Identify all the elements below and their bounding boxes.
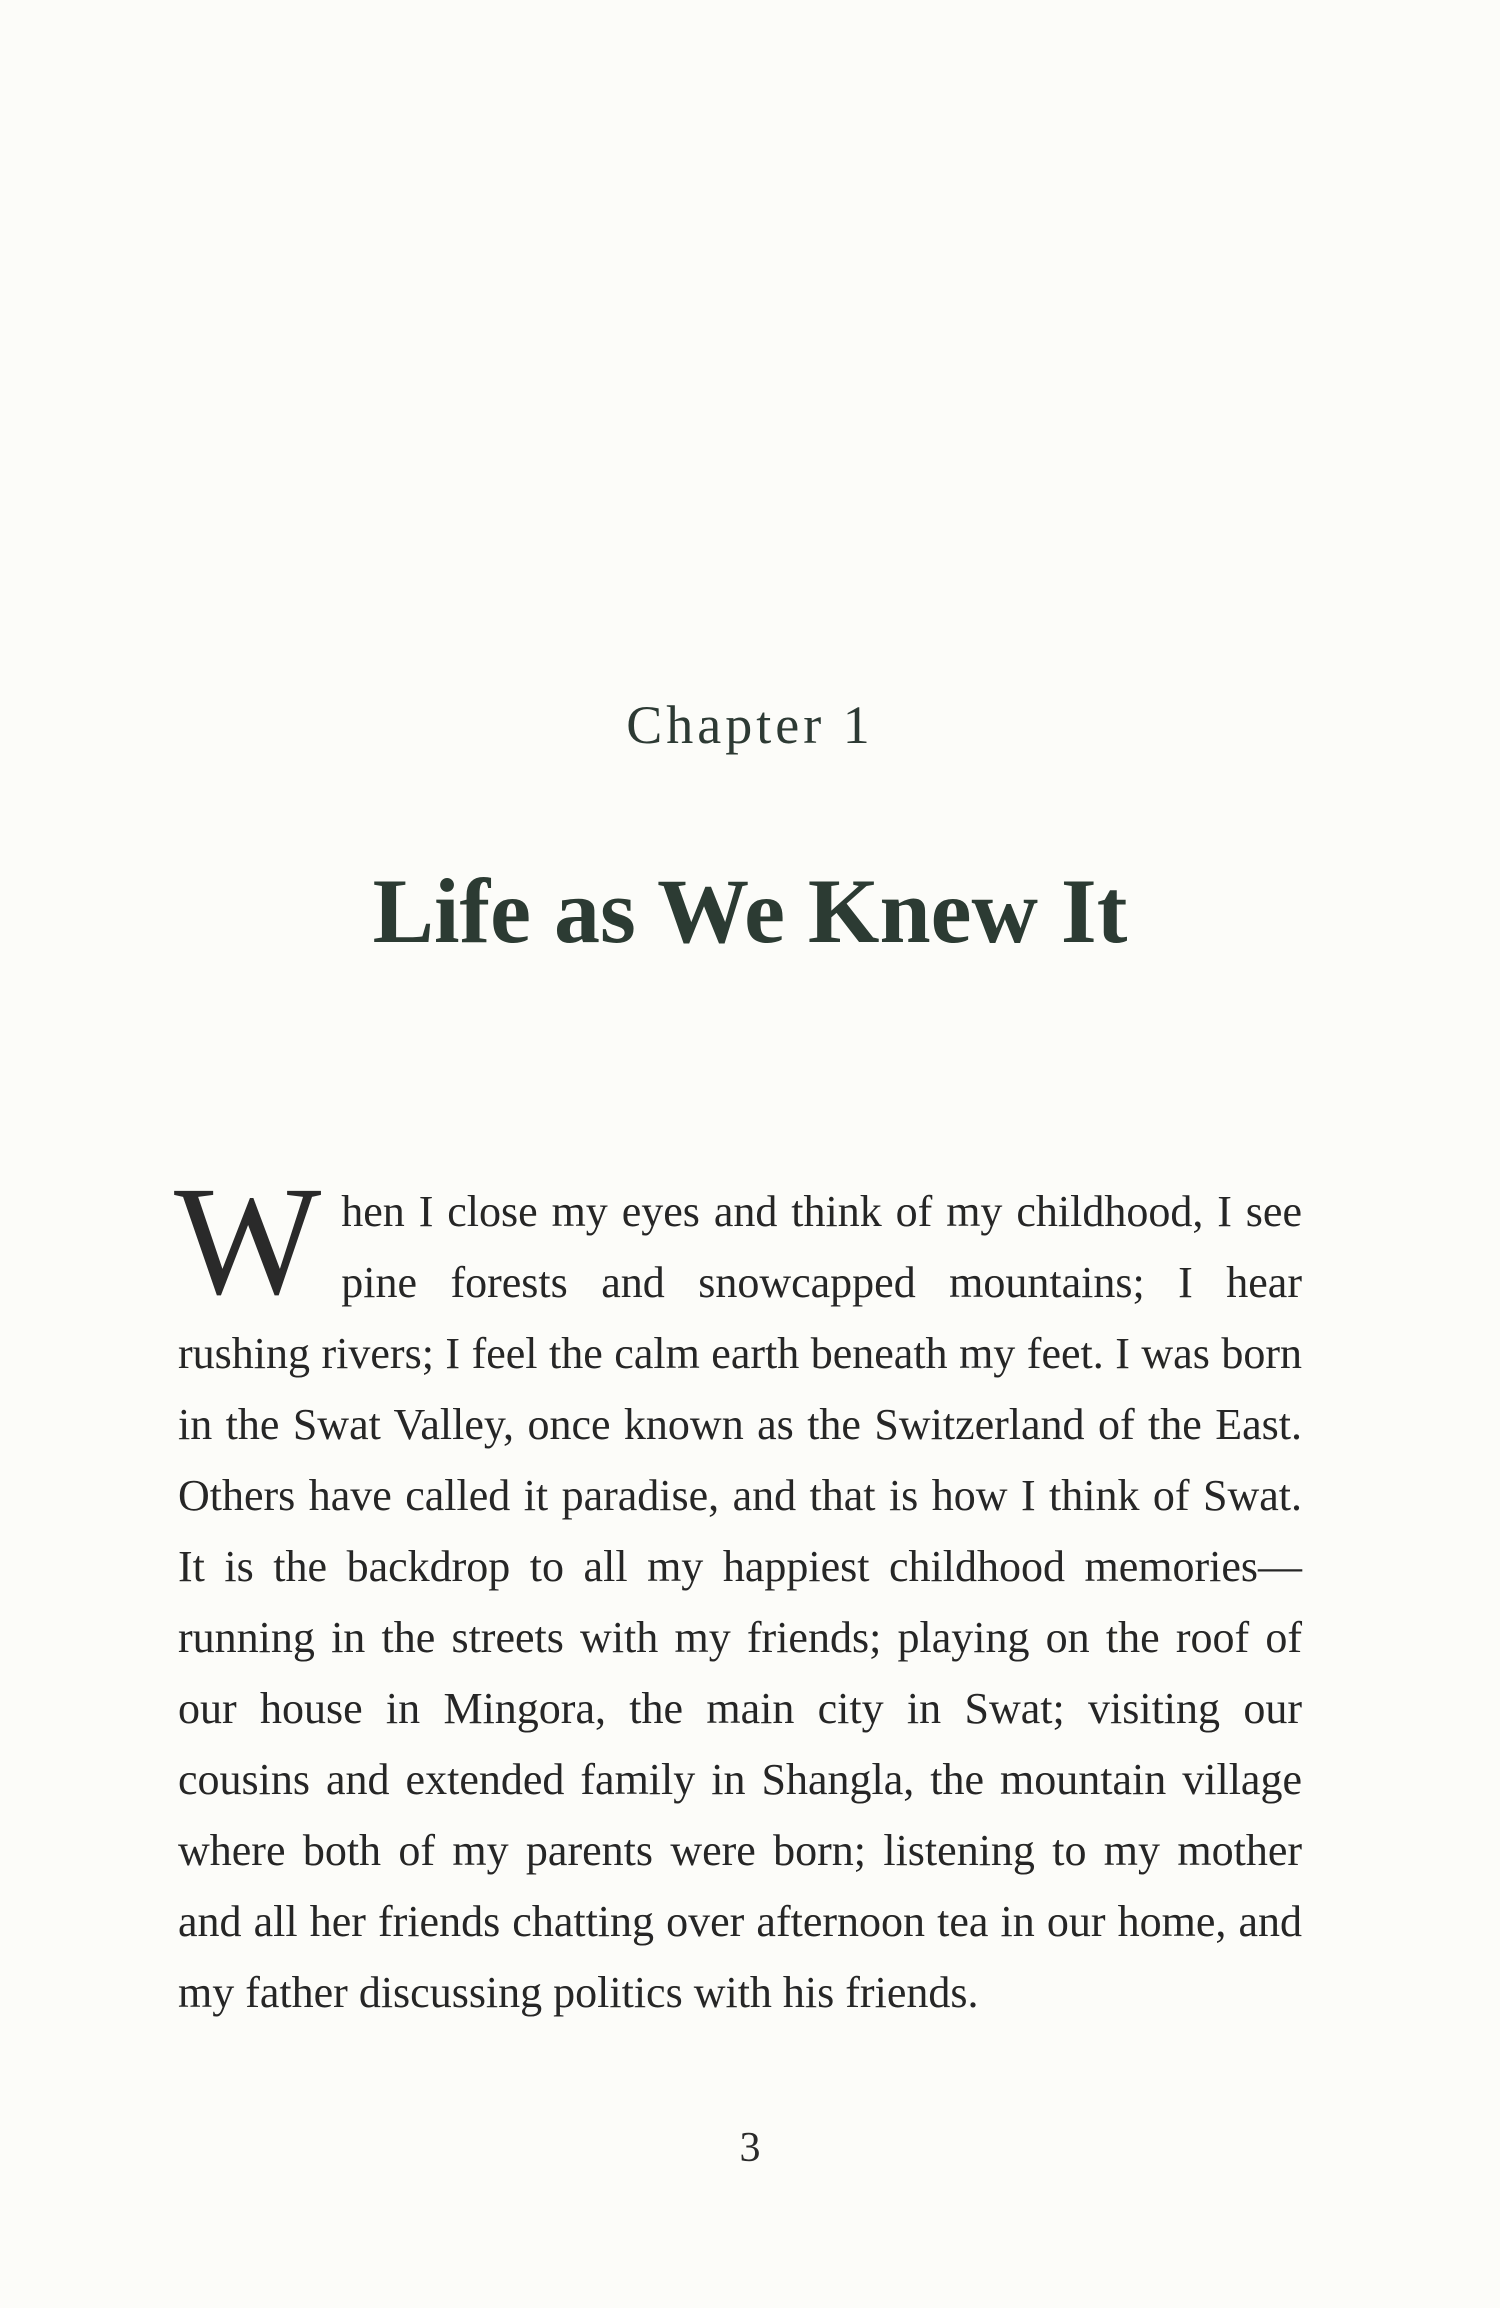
- body-paragraph: [174, 1154, 1302, 2028]
- drop-cap: W: [174, 1154, 322, 1327]
- paragraph-text: hen I close my eyes and think of my childhood, I see pine forests and snowcapped mountains; I hear rushing rivers; I feel the calm earth beneath my feet. I was born in the Swat Valley, once known as the Switzerland of the East. Others have called it paradise, and that is how I think of Swat. It is the backdrop to all my happiest childhood memories—running in the streets with my friends; playing on the roof of our house in Mingora, the main city in Swat; visiting our cousins and extended family in Shangla, the mountain village where both of my parents were born; listening to my mother and all her friends chatting over afternoon tea in our home, and my father discussing politics with his friends.: [178, 1187, 1302, 2017]
- chapter-label: Chapter 1: [626, 695, 874, 755]
- page-number: 3: [739, 2125, 761, 2171]
- chapter-title: Life as We Knew It: [372, 860, 1128, 962]
